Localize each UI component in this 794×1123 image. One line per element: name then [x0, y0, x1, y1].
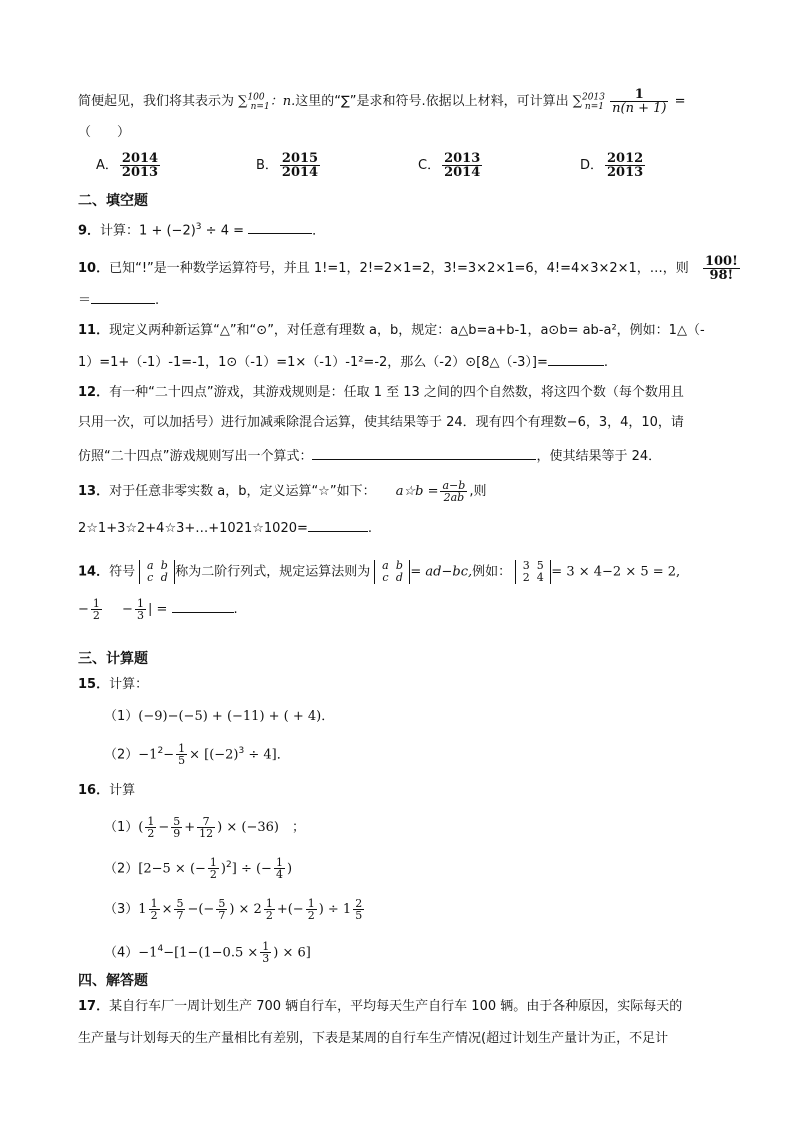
- option-c[interactable]: [418, 152, 484, 179]
- question-number: 10．: [78, 261, 110, 276]
- fraction: $\frac{7}{12}$: [199, 815, 214, 840]
- option-b[interactable]: [256, 152, 322, 179]
- fraction: $\frac{1}{2}$: [209, 856, 217, 882]
- question-9: 9．计算：$1 + (-2)^3 \div 4$ = ．: [78, 222, 326, 239]
- question-10-answer: ＝ .: [78, 290, 754, 310]
- question-number: 13．: [78, 484, 110, 499]
- sum-term: ：n.: [269, 94, 296, 109]
- option-fraction: $\frac{2012}{2013}$: [607, 151, 644, 180]
- question-12-line2: 只用一次，可以加括号）进行加减乘除混合运算，使其结果等于 24．现有四个有理数−6，3，4，10，请: [78, 415, 684, 430]
- question-12: 12．有一种“二十四点”游戏，其游戏规则是：任取 1 至 13 之间的四个自然数，将这四个数（每个数用且: [78, 385, 684, 400]
- operation-fraction: $\frac{a-b}{2ab}$: [442, 479, 466, 504]
- fraction: $\frac{1}{2}$: [265, 897, 273, 922]
- question-15-part2: $(2)-1^2-$ $\frac{1}{5}$ × $[(-2)^3 \div 4]$．: [104, 742, 290, 768]
- question-13: 13．对于任意非零实数 a，b，定义运算“☆”如下： a☆b = $\frac{a-b}{2ab}$ ,则: [78, 479, 487, 504]
- question-17-line2: 生产量与计划每天的生产量相比有差别，下表是某周的自行车生产情况(超过计划生产量计为正，不足计: [78, 1031, 669, 1046]
- question-15-part1: （1）(−9)−(−5) + (−11) + ( + 4)．: [104, 709, 335, 724]
- question-number: 15．: [78, 677, 110, 692]
- question-17: 17．某自行车厂一周计划生产 700 辆自行车，平均每天生产自行车 100 辆。由于各种原因，实际每天的: [78, 999, 683, 1014]
- fraction: $\frac{1}{3}$: [262, 940, 270, 966]
- option-label: C．: [418, 158, 441, 173]
- equals-sign: =: [674, 94, 686, 109]
- question-14: 14．符号 a b c d 称为二阶行列式，规定运算法则为 a b c d = ad−bc,例如： 3 5 2 4 = 3 × 4−2 × 5 = 2,: [78, 559, 681, 584]
- question-16-part2: （2）[2−5 × (− $\frac{1}{2}$ )$^2$] ÷ (− $\frac{1}{4}$ ): [104, 856, 293, 882]
- answer-blank[interactable]: [91, 290, 155, 304]
- section-heading-answer: 四、解答题: [78, 973, 148, 989]
- question-12-line3: 仿照“二十四点”游戏规则写出一个算式： ，使其结果等于 24．: [78, 446, 754, 466]
- question-number: 14．: [78, 564, 110, 580]
- det-entry: $\frac{1}{3}$: [136, 597, 144, 622]
- q8-intro-line: [78, 88, 754, 116]
- sum-symbol: ∑$^{100}_{n=1}$: [238, 92, 270, 112]
- question-number: 17．: [78, 999, 110, 1014]
- answer-paren: （ ）: [78, 125, 131, 140]
- determinant-example: 3 5 2 4: [515, 560, 551, 584]
- section-heading-fill-blank: 二、填空题: [78, 193, 148, 209]
- fraction: $\frac{1}{2}$: [150, 897, 158, 922]
- fraction: $\frac{5}{7}$: [176, 897, 184, 922]
- option-fraction: $\frac{2015}{2014}$: [281, 151, 319, 180]
- option-d[interactable]: [580, 152, 647, 179]
- fraction: $\frac{2}{5}$: [355, 897, 363, 922]
- option-fraction: $\frac{2014}{2013}$: [121, 151, 159, 180]
- sum-symbol-2: ∑$^{2013}_{n=1}$: [572, 92, 605, 112]
- question-number: 11．: [78, 323, 110, 338]
- option-a[interactable]: [96, 152, 162, 179]
- fraction: $\frac{1}{2}$: [307, 897, 315, 922]
- question-16-part1: （1）( $\frac{1}{2}$ − $\frac{5}{9}$ + $\frac{7}{12}$ ) × (−36) ；: [104, 815, 305, 840]
- option-label: D．: [580, 158, 604, 173]
- sum-fraction: $\frac{1}{n(n + 1)}$: [612, 87, 667, 116]
- det-entry: $\frac{1}{2}$: [92, 597, 100, 622]
- determinant-rule: a b c d: [374, 560, 410, 584]
- intro-text: 简便起见，我们将其表示为: [78, 94, 235, 109]
- question-number: 12．: [78, 385, 110, 400]
- question-number: 16．: [78, 783, 110, 798]
- option-label: A．: [96, 158, 118, 173]
- fraction: $\frac{5}{9}$: [173, 815, 181, 840]
- answer-blank[interactable]: [248, 220, 312, 234]
- question-number: 9．: [78, 223, 101, 239]
- question-16-part3: （3）1 $\frac{1}{2}$ × $\frac{5}{7}$ −(− $\frac{5}{7}$ ) × 2 $\frac{1}{2}$ +(− $\frac{1}{2}$ ) ÷ 1 $\frac{2}{5}$: [104, 897, 363, 922]
- section-heading-calculation: 三、计算题: [78, 651, 148, 667]
- fraction: $\frac{1}{2}$: [147, 815, 155, 840]
- answer-blank[interactable]: [312, 446, 536, 460]
- fraction: $\frac{1}{4}$: [275, 856, 283, 882]
- question-16-part4: $(4)-1^4-[1-(1-0.5$ × $\frac{1}{3}$ ) × 6]: [104, 940, 311, 966]
- determinant-symbol: a b c d: [139, 560, 175, 584]
- fraction: $\frac{1}{5}$: [178, 742, 186, 768]
- answer-blank[interactable]: [548, 352, 604, 366]
- question-10: 10．已知“!”是一种数学运算符号，并且 1!=1，2!=2×1=2，3!=3×2×1=6，4!=4×3×2×1，…，则 $\frac{100!}{98!}$: [78, 254, 738, 283]
- option-label: B．: [256, 158, 278, 173]
- question-11: 11．现定义两种新运算“△”和“⊙”，对任意有理数 a，b，规定：a△b=a+b-1，a⊙b= ab-a²，例如：1△（-: [78, 323, 705, 338]
- intro-text-2: 这里的“∑”是求和符号.依据以上材料，可计算出: [295, 94, 569, 109]
- question-14-line2: − $\frac{1}{2}$ − $\frac{1}{3}$ | = .: [78, 597, 238, 622]
- factorial-fraction: $\frac{100!}{98!}$: [704, 254, 738, 283]
- answer-blank[interactable]: [172, 599, 234, 613]
- question-13-line2: 2☆1+3☆2+4☆3+…+1021☆1020= .: [78, 518, 754, 538]
- fraction: $\frac{5}{7}$: [218, 897, 226, 922]
- question-16: 16．计算: [78, 783, 136, 798]
- option-fraction: $\frac{2013}{2014}$: [444, 151, 481, 180]
- question-11-line2: 1）=1+（-1）-1=-1，1⊙（-1）=1×（-1）-1²=-2，那么（-2）⊙[8△（-3）]= .: [78, 352, 754, 372]
- question-15: 15．计算：: [78, 677, 149, 692]
- answer-blank[interactable]: [308, 518, 368, 532]
